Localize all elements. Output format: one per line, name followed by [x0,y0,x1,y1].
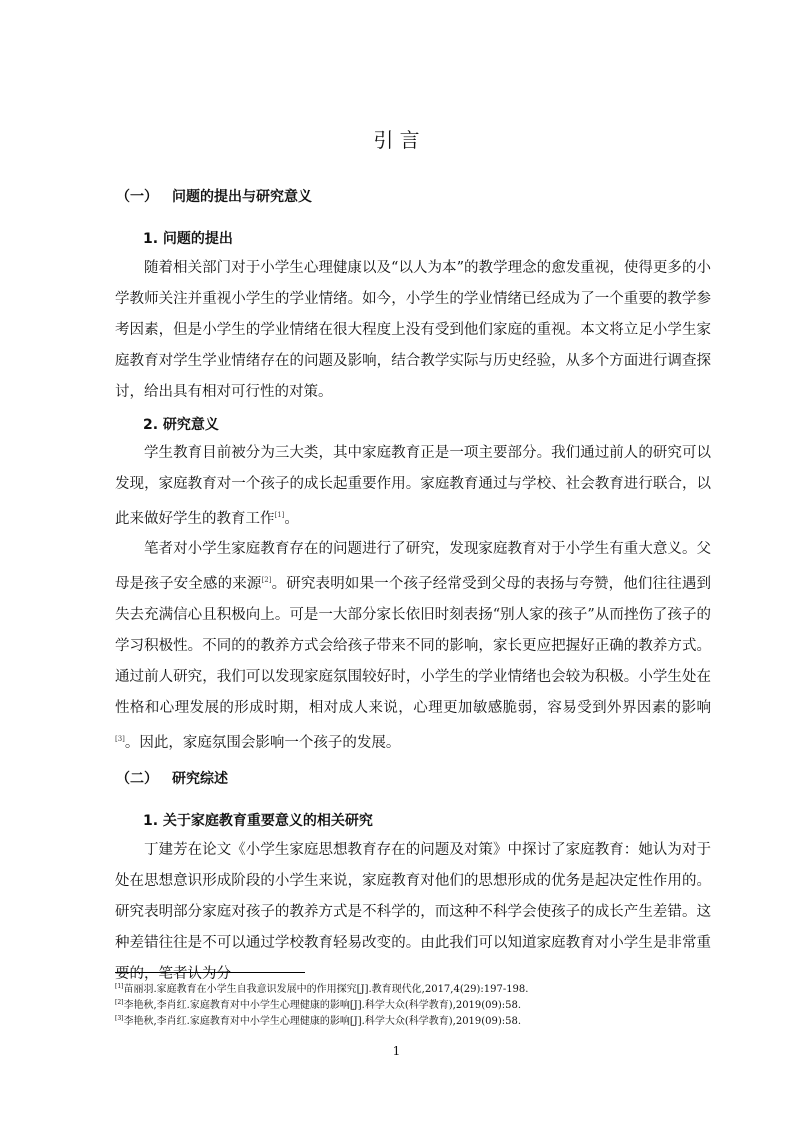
footnote-text: 苗丽羽.家庭教育在小学生自我意识发展中的作用探究[J].教育现代化,2017,4(29):197-198. [123,984,529,995]
paragraph-text: 。研究表明如果一个孩子经常受到父母的表扬与夸赞，他们往往遇到失去充满信心且积极向上。可是一大部分家长依旧时刻表扬“别人家的孩子”从而挫伤了孩子的学习积极性。不同的的教养方式会给孩子带来不同的影响，家长更应把握好正确的教养方式。通过前人研究，我们可以发现家庭氛围较好时，小学生的学业情绪也会较为积极。小学生处在性格和心理发展的形成时期，相对成人来说，心理更加敏感脆弱，容易受到外界因素的影响 [115,576,712,716]
citation-ref: [1] [274,511,285,519]
page-number: 1 [392,1044,401,1058]
citation-ref: [3] [115,735,125,743]
paragraph-text: 学生教育目前被分为三大类，其中家庭教育正是一项主要部分。我们通过前人的研究可以发现，家庭教育对一个孩子的成长起重要作用。家庭教育通过与学校、社会教育进行联合，以此来做好学生的教育工作 [115,445,711,527]
subsection-heading-1-2: 2. 研究意义 [143,417,219,433]
paragraph-significance-2 [115,534,711,759]
paragraph-problem-statement: 随着相关部门对于小学生心理健康以及“以人为本”的教学理念的愈发重视，使得更多的小学教师关注并重视小学生的学业情绪。如今，小学生的学业情绪已经成为了一个重要的教学参考因素，但是小学生的学业情绪在很大程度上没有受到他们家庭的重视。本文将立足小学生家庭教育对学生学业情绪存在的问题及影响，结合教学实际与历史经验，从多个方面进行调查探讨，给出具有相对可行性的对策。 [115,260,711,400]
subsection-heading-1-1: 1. 问题的提出 [143,231,233,247]
footnote-1 [115,980,528,997]
footnote-2 [115,996,521,1013]
paragraph-text: 。因此，家庭氛围会影响一个孩子的发展。 [124,735,401,751]
section-heading-1 [116,186,312,206]
page-title: 引 言 [373,128,420,152]
section-title: 研究综述 [172,771,228,787]
paragraph-significance-1 [115,438,711,535]
citation-ref: [2] [261,576,272,584]
footnote-mark: [1] [115,983,124,990]
footnote-text: 李艳秋,李肖红.家庭教育对中小学生心理健康的影响[J].科学大众(科学教育),2019(09):58. [123,1000,522,1011]
section-heading-2 [116,768,228,788]
footnote-mark: [3] [115,1015,124,1022]
section-number: （二） [116,771,158,787]
section-title: 问题的提出与研究意义 [172,189,312,205]
paragraph-text: 。 [284,511,299,527]
footnote-3 [115,1012,521,1029]
footnote-text: 李艳秋,李肖红.家庭教育对中小学生心理健康的影响[J].科学大众(科学教育),2019(09):58. [123,1016,522,1027]
paragraph-literature-review: 丁建芳在论文《小学生家庭思想教育存在的问题及对策》中探讨了家庭教育：她认为对于处在思想意识形成阶段的小学生来说，家庭教育对他们的思想形成的优务是起决定性作用的。研究表明部分家庭对孩子的教养方式是不科学的，而这种不科学会使孩子的成长产生差错。这种差错往往是不可以通过学校教育轻易改变的。由此我们可以知道家庭教育对小学生是非常重要的，笔者认为分 [115,842,711,982]
footnote-divider [115,972,305,973]
subsection-heading-2-1: 1. 关于家庭教育重要意义的相关研究 [143,813,373,829]
paragraph-text: 笔者对小学生家庭教育存在的问题进行了研究，发现家庭教育对于小学生有重大意义。父母是孩子安全感的来源 [115,541,711,592]
section-number: （一） [116,189,158,205]
footnote-mark: [2] [115,999,124,1006]
